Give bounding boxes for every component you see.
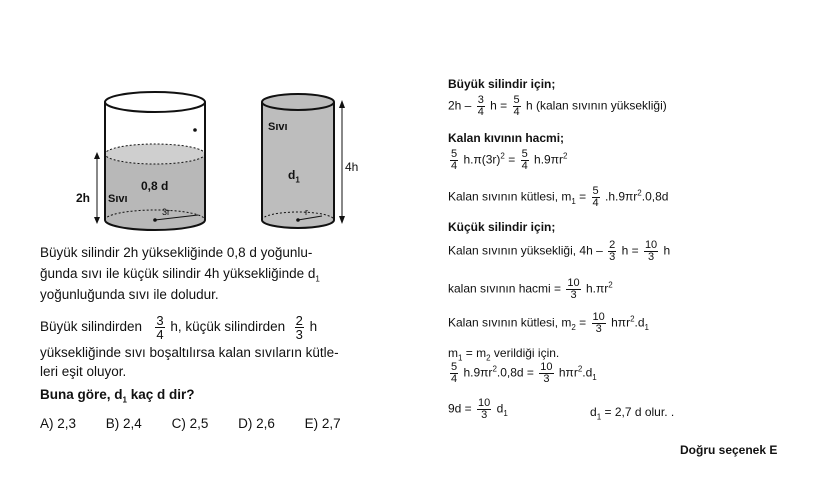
question: Buna göre, $d_1$ kaç d dir?: [40, 387, 195, 405]
solution-line-7: $m_1 = m_2$ verildiği için.: [448, 346, 560, 363]
solution-line-2: $\frac{5}{4}$ $h.\pi(3r)^2$ = $\frac{5}{4}$ $h.9\pi r^2$: [451, 148, 568, 172]
option-d: D) 2,6: [238, 416, 275, 431]
big-liquid-label: Sıvı: [108, 193, 128, 205]
option-e: E) 2,7: [304, 416, 341, 431]
small-liquid-label: Sıvı: [268, 121, 288, 133]
answer-options: [40, 414, 367, 434]
solution-line-4: Kalan sıvının yüksekliği, 4h – $\frac{2}{3}$ h = $\frac{10}{3}$ h: [448, 239, 671, 263]
solution-line-5: kalan sıvının hacmi = $\frac{10}{3}$ $h.\pi r^2$: [448, 277, 613, 301]
solution-heading-1: Büyük silindir için;: [448, 77, 556, 91]
problem-line-4: Büyük silindirden $\frac{3}{4}$ h, küçük silindirden $\frac{2}{3}$ h: [40, 313, 318, 342]
small-density-label: $d_1$: [288, 168, 300, 185]
solution-heading-2: Kalan kıvının hacmi;: [448, 131, 565, 145]
option-b: B) 2,4: [105, 416, 142, 431]
solution-line-9: 9d = $\frac{10}{3}$ $d_1$: [448, 397, 508, 421]
problem-line-1: Büyük silindir 2h yüksekliğinde 0,8 d yoğunlu-: [40, 245, 313, 260]
solution-result: $d_1 = 2,7$ d olur. .: [590, 405, 675, 422]
small-height-label: 4h: [345, 160, 359, 174]
big-cylinder: [94, 92, 205, 230]
option-a: A) 2,3: [40, 416, 77, 431]
problem-line-3: yoğunluğunda sıvı ile doludur.: [40, 287, 219, 302]
correct-answer: Doğru seçenek E: [680, 443, 778, 457]
solution-line-1: 2h – $\frac{3}{4}$ h = $\frac{5}{4}$ h (kalan sıvının yüksekliği): [448, 94, 667, 118]
problem-line-5: yüksekliğinde sıvı boşaltılırsa kalan sıvıların kütle-: [40, 345, 339, 360]
cylinders-figure: [70, 88, 370, 238]
big-density-label: 0,8 d: [141, 179, 169, 193]
solution-line-6: Kalan sıvının kütlesi, $m_2$ = $\frac{10}{3}$ $h\pi r^2.d_1$: [448, 311, 649, 335]
solution-heading-3: Küçük silindir için;: [448, 220, 556, 234]
problem-line-2: ğunda sıvı ile küçük silindir 4h yüksekliğinde $d_1$: [40, 266, 320, 284]
solution-line-3: Kalan sıvının kütlesi, $m_1$ = $\frac{5}{4}$ $.h.9\pi r^2.0,8d$: [448, 185, 669, 209]
big-height-label: 2h: [76, 191, 91, 205]
option-c: C) 2,5: [171, 416, 209, 431]
small-radius-label: r: [305, 207, 308, 217]
solution-line-8: $\frac{5}{4}$ $h.9\pi r^2.0,8d$ = $\frac{10}{3}$ $h\pi r^2.d_1$: [451, 361, 597, 385]
problem-line-6: leri eşit oluyor.: [40, 364, 127, 379]
small-cylinder: [262, 94, 345, 228]
big-radius-label: 3r: [162, 207, 171, 217]
